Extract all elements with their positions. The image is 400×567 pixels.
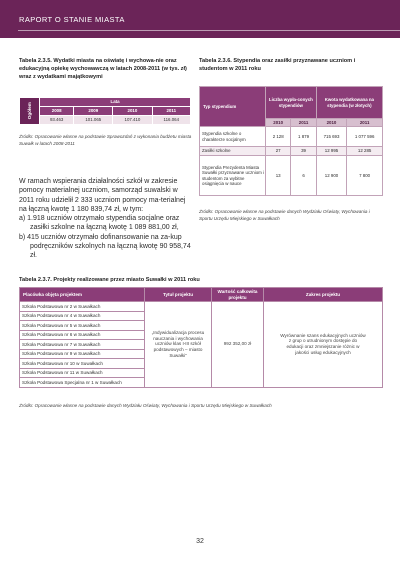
table-2-3-5-source: Źródło: Opracowanie własne na podstawie Sprawozdań z wykonania budżetu miasta Suwałk w latach 2008-2011 (19, 134, 192, 146)
value-cell: 1 879 (291, 127, 316, 147)
year-cell: 2010 (266, 119, 291, 127)
school-cell: Szkoła Podstawowa nr 2 w Suwałkach (20, 302, 145, 312)
school-cell: Szkoła Podstawowa Specjalna nr 1 w Suwałkach (20, 378, 145, 388)
header-rule (18, 30, 400, 31)
school-cell: Szkoła Podstawowa nr 4 w Suwałkach (20, 311, 145, 321)
row-label: Stypendia Prezydenta Miasta Suwałki przyznawane uczniom i studentom za wybitne osiągnięcia w nauce (200, 156, 266, 196)
school-cell: Szkoła Podstawowa nr 7 w Suwałkach (20, 340, 145, 350)
value-cell: 101.065 (74, 116, 113, 125)
table-2-3-6-source: Źródło: Opracowanie własne na podstawie danych Wydziału Oświaty, Wychowania i Sportu Urzędu Miejskiego w Suwałkach (199, 209, 370, 221)
value-cell: 39 (291, 147, 316, 156)
value-cell: 715 693 (316, 127, 347, 147)
header-wartosc: Wartość całkowita projektu (212, 288, 264, 302)
header-title: RAPORT O STANIE MIASTA (19, 15, 125, 24)
table-2-3-7 (19, 287, 383, 388)
value-cell: 107.410 (113, 116, 152, 125)
school-cell: Szkoła Podstawowa nr 11 w Suwałkach (20, 368, 145, 378)
value-cell: 6 (291, 156, 316, 196)
col-count-header: Liczba wypła-conych stypendiów (266, 87, 317, 119)
table-2-3-7-source: Źródło: Opracowanie własne na podstawie danych Wydziału Oświaty, Wychowania i Sportu Urzędu Miejskiego w Suwałkach (19, 403, 272, 408)
header-zakres: Zakres projektu (264, 288, 383, 302)
year-cell: 2008 (40, 107, 74, 116)
row-label: Stypendia szkolne o charakterze socjalnym (200, 127, 266, 147)
row-label: Zasiłki szkolne (200, 147, 266, 156)
value-cell: 7 800 (347, 156, 383, 196)
page-number: 32 (196, 538, 204, 545)
table-2-3-7-caption: Tabela 2.3.7. Projekty realizowane przez miasto Suwałki w 2011 roku (19, 277, 200, 283)
value-cell: 13 (266, 156, 291, 196)
school-cell: Szkoła Podstawowa nr 6 w Suwałkach (20, 330, 145, 340)
table-2-3-5-caption: Tabela 2.3.5. Wydatki miasta na oświatę i wychowa-nie oraz edukacyjną opiekę wychowawczą w latach 2008-2011 (w tys. zł) wraz z wydatkami majątkowymi (19, 58, 187, 80)
school-cell: Szkoła Podstawowa nr 10 w Suwałkach (20, 359, 145, 369)
year-cell: 2011 (347, 119, 383, 127)
page-header-bar (0, 0, 400, 38)
year-cell: 2011 (152, 107, 190, 116)
body-paragraph: W ramach wspierania działalności szkół w zakresie pomocy materialnej uczniom, samorząd suwalski w 2011 roku udzielił 2 333 uczniom pomocy ma-terialnej na łączną kwotę 1 180 839,74 zł, w tym: (19, 178, 186, 213)
col-amount-header: Kwota wydatkowana na stypendia (w złotych) (316, 87, 382, 119)
lata-header: Lata (40, 98, 191, 107)
project-scope-cell: Wyrównanie szans edukacyjnych uczniów z grup o utrudnionym dostępie do edukacji oraz zmniejszanie różnic w jakości usług edukacyjnych (264, 302, 383, 388)
school-cell: Szkoła Podstawowa nr 9 w Suwałkach (20, 349, 145, 359)
project-title-cell: „Indywidualizacja procesu nauczania i wychowania uczniów klas I-III szkół podstawowych – miasto Suwałki” (145, 302, 212, 388)
header-placowka: Placówka objęta projektem (20, 288, 145, 302)
value-cell: 27 (266, 147, 291, 156)
col-type-header: Typ stypendium (200, 87, 266, 127)
value-cell: 1 077 596 (347, 127, 383, 147)
value-cell: 12 995 (316, 147, 347, 156)
body-text (19, 177, 194, 261)
table-2-3-6 (199, 86, 383, 196)
value-cell: 93.463 (40, 116, 74, 125)
list-item-a: a) 1.918 uczniów otrzymało stypendia socjalne oraz zasiłki szkolne na łączną kwotę 1 089 881,00 zł, (19, 215, 180, 232)
value-cell: 116.064 (152, 116, 190, 125)
value-cell: 2 128 (266, 127, 291, 147)
year-cell: 2010 (316, 119, 347, 127)
side-label: Ogółem (20, 98, 40, 125)
school-cell: Szkoła Podstawowa nr 5 w Suwałkach (20, 321, 145, 331)
header-tytul: Tytuł projektu (145, 288, 212, 302)
table-2-3-5 (19, 97, 191, 125)
value-cell: 12 285 (347, 147, 383, 156)
value-cell: 12 900 (316, 156, 347, 196)
year-cell: 2011 (291, 119, 316, 127)
list-item-b: b) 415 uczniów otrzymało dofinansowanie na za-kup podręczników szkolnych na łączną kwotę 90 958,74 zł. (19, 233, 191, 260)
year-cell: 2010 (113, 107, 152, 116)
year-cell: 2009 (74, 107, 113, 116)
project-value-cell: 992 352,00 zł (212, 302, 264, 388)
table-2-3-6-caption: Tabela 2.3.6. Stypendia oraz zasiłki przyznawane uczniom i studentom w 2011 roku (199, 58, 356, 72)
